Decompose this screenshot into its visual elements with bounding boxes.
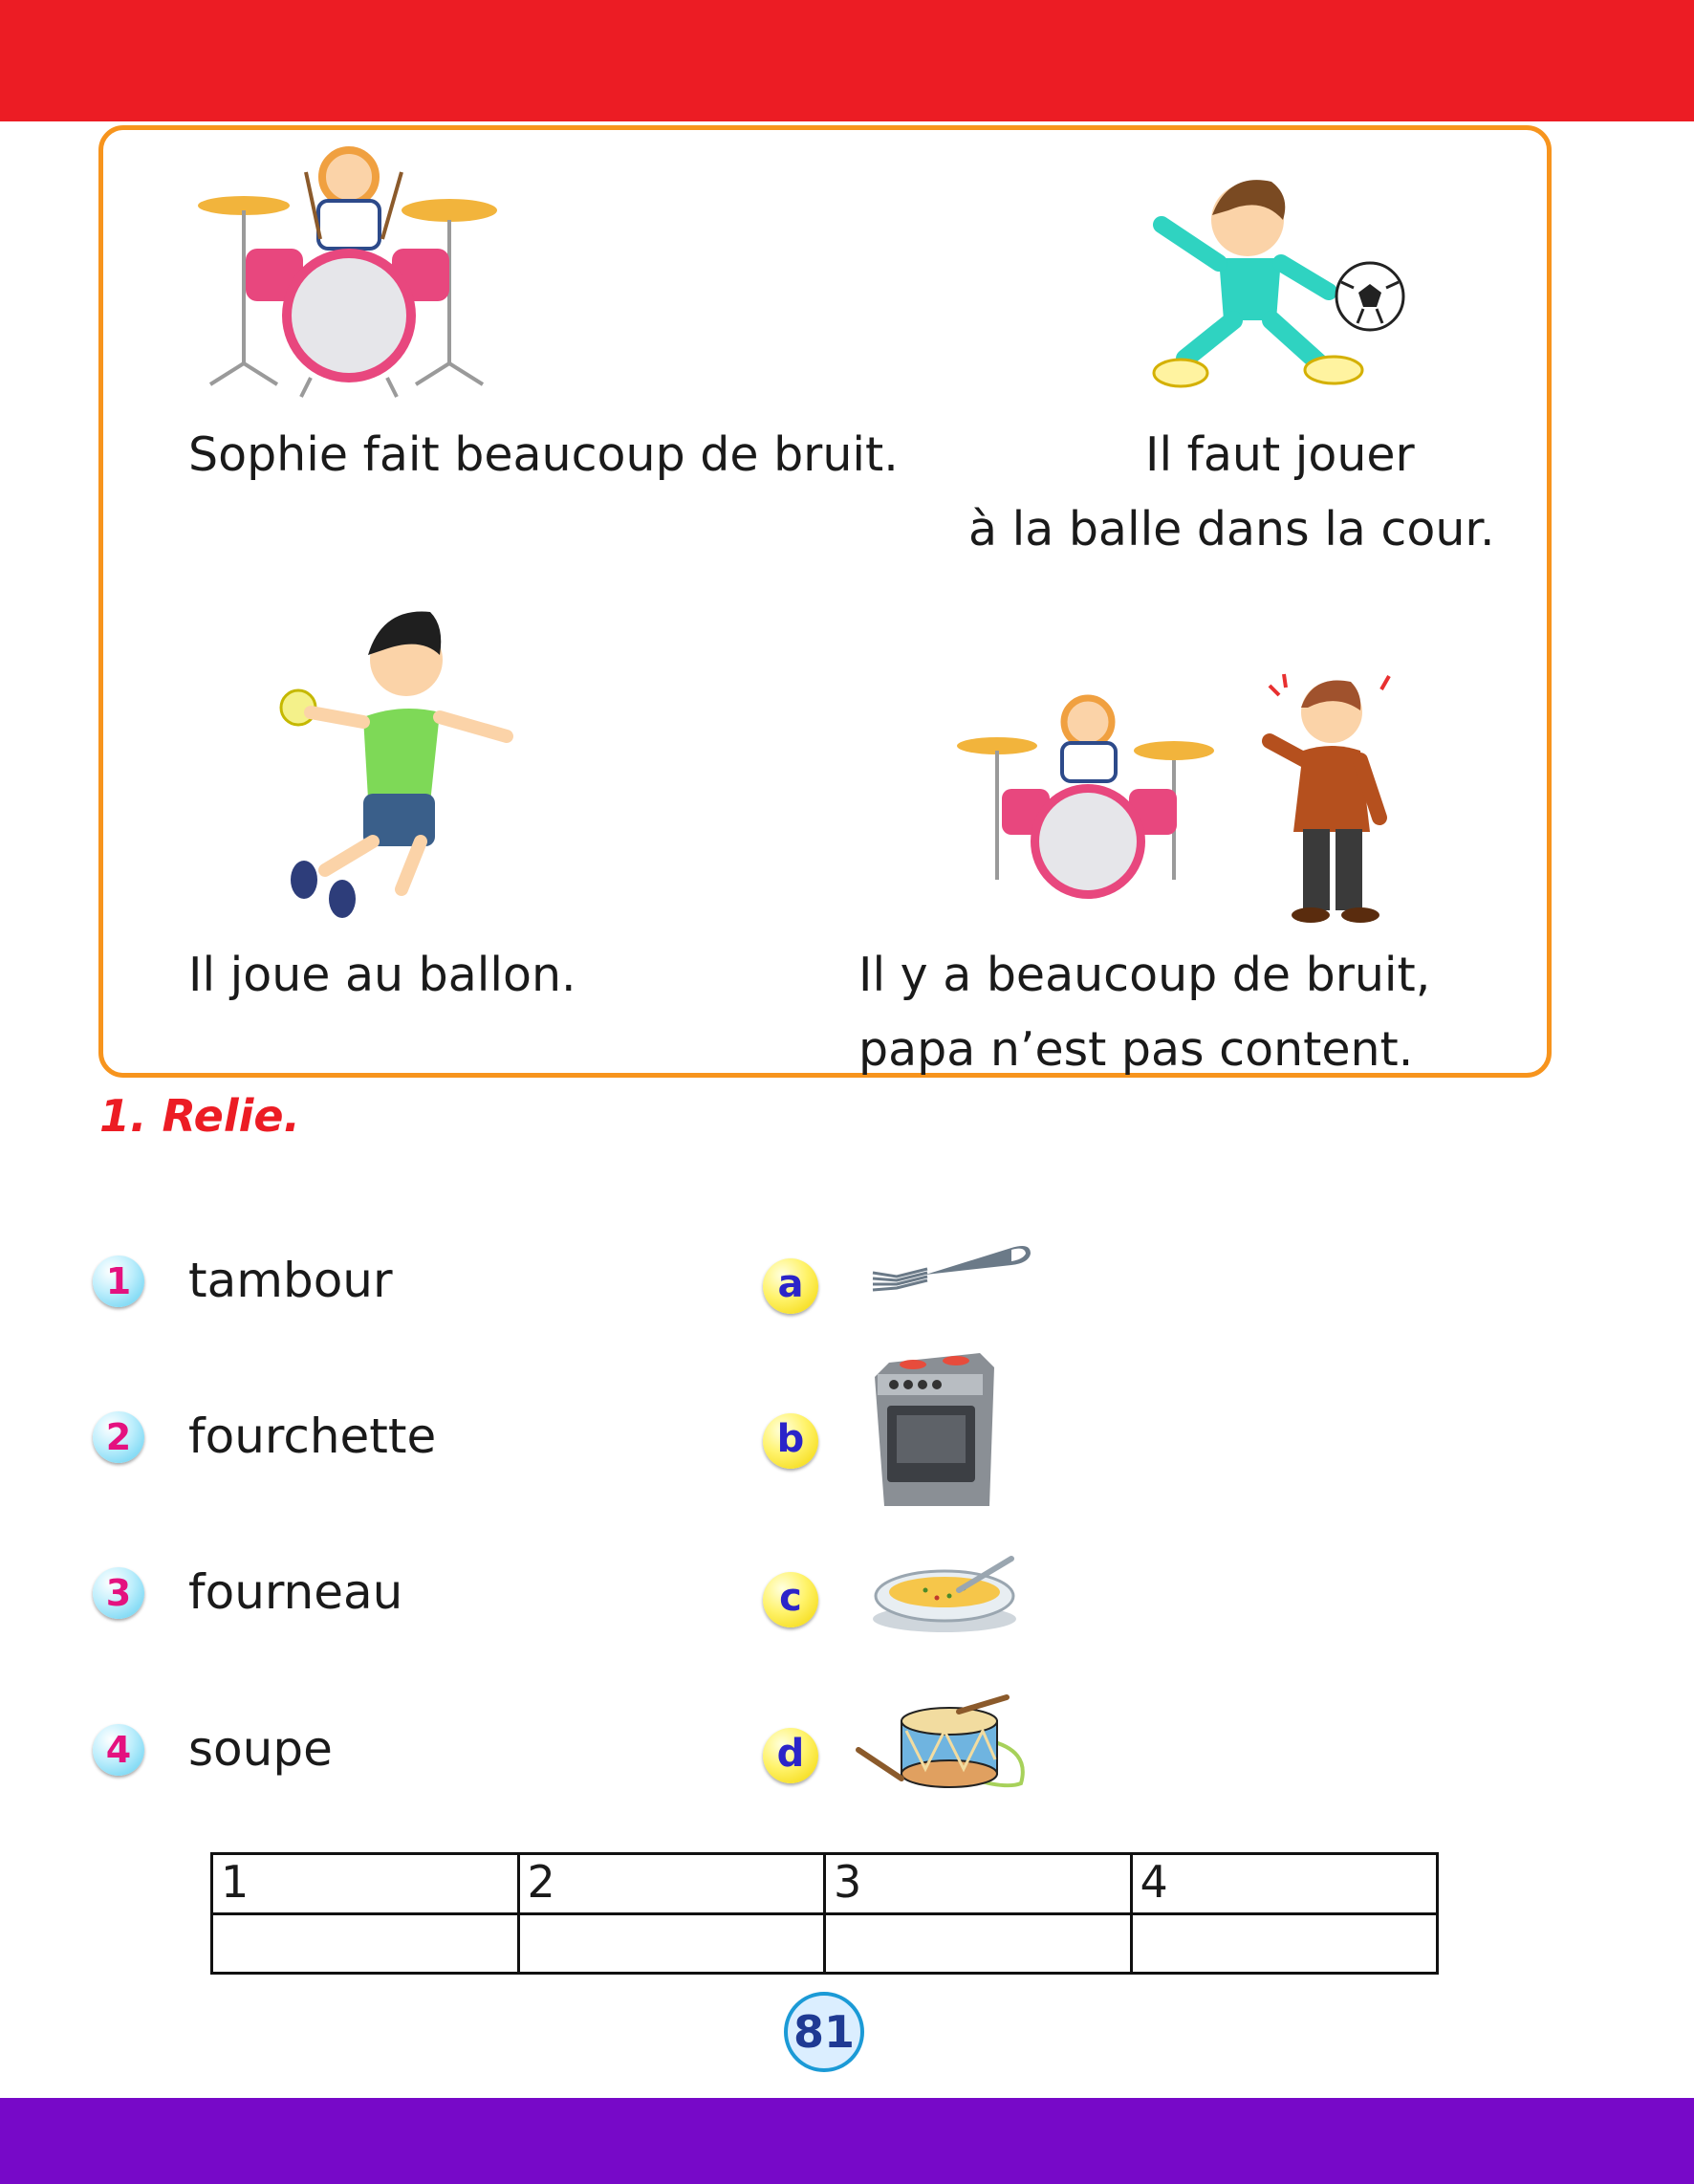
answer-header-1: 1 [212,1854,519,1914]
number-badge-3: 3 [93,1567,144,1619]
word-fourchette: fourchette [188,1409,437,1464]
page-number: 81 [784,1992,864,2072]
answer-table-header-row [212,1854,1438,1914]
number-badge-1: 1 [93,1256,144,1307]
exercise-title: 1. Relie. [99,1090,301,1142]
word-fourneau: fourneau [188,1564,403,1620]
answer-header-2: 2 [518,1854,825,1914]
boy-throwing-ball-illustration [277,602,516,923]
footer-band [0,2098,1694,2184]
answer-cell-2[interactable] [518,1913,825,1974]
panel2-caption-line2: à la balle dans la cour. [968,502,1495,557]
answer-header-4: 4 [1131,1854,1438,1914]
angry-dad [1270,674,1389,923]
letter-badge-c: c [763,1572,818,1627]
drum-icon [854,1693,1035,1812]
fork-icon [868,1236,1035,1303]
soccer-ball-icon [1336,263,1403,330]
number-badge-2: 2 [93,1411,144,1463]
answer-table [210,1852,1439,1975]
girl-drummer-small [957,698,1214,899]
drummer-and-angry-dad-illustration [949,665,1427,923]
answer-table-answer-row [212,1913,1438,1974]
letter-badge-b: b [763,1413,818,1469]
word-tambour: tambour [188,1253,393,1308]
letter-badge-a: a [763,1258,818,1314]
panel1-caption: Sophie fait beaucoup de bruit. [188,427,899,482]
panel4-caption-line2: papa n’est pas content. [858,1022,1414,1077]
letter-badge-d: d [763,1728,818,1783]
soup-bowl-icon [868,1554,1026,1635]
panel3-caption: Il joue au ballon. [188,948,576,1002]
stove-icon [870,1353,999,1511]
answer-cell-3[interactable] [825,1913,1132,1974]
panel4-caption-line1: Il y a beaucoup de bruit, [858,948,1431,1002]
header-band [0,0,1694,121]
girl-drummer-illustration [186,134,511,402]
number-badge-4: 4 [93,1724,144,1776]
answer-cell-1[interactable] [212,1913,519,1974]
answer-header-3: 3 [825,1854,1132,1914]
answer-cell-4[interactable] [1131,1913,1438,1974]
word-soupe: soupe [188,1721,333,1777]
boy-kicking-ball-illustration [1138,167,1410,397]
panel2-caption-line1: Il faut jouer [1145,427,1415,482]
